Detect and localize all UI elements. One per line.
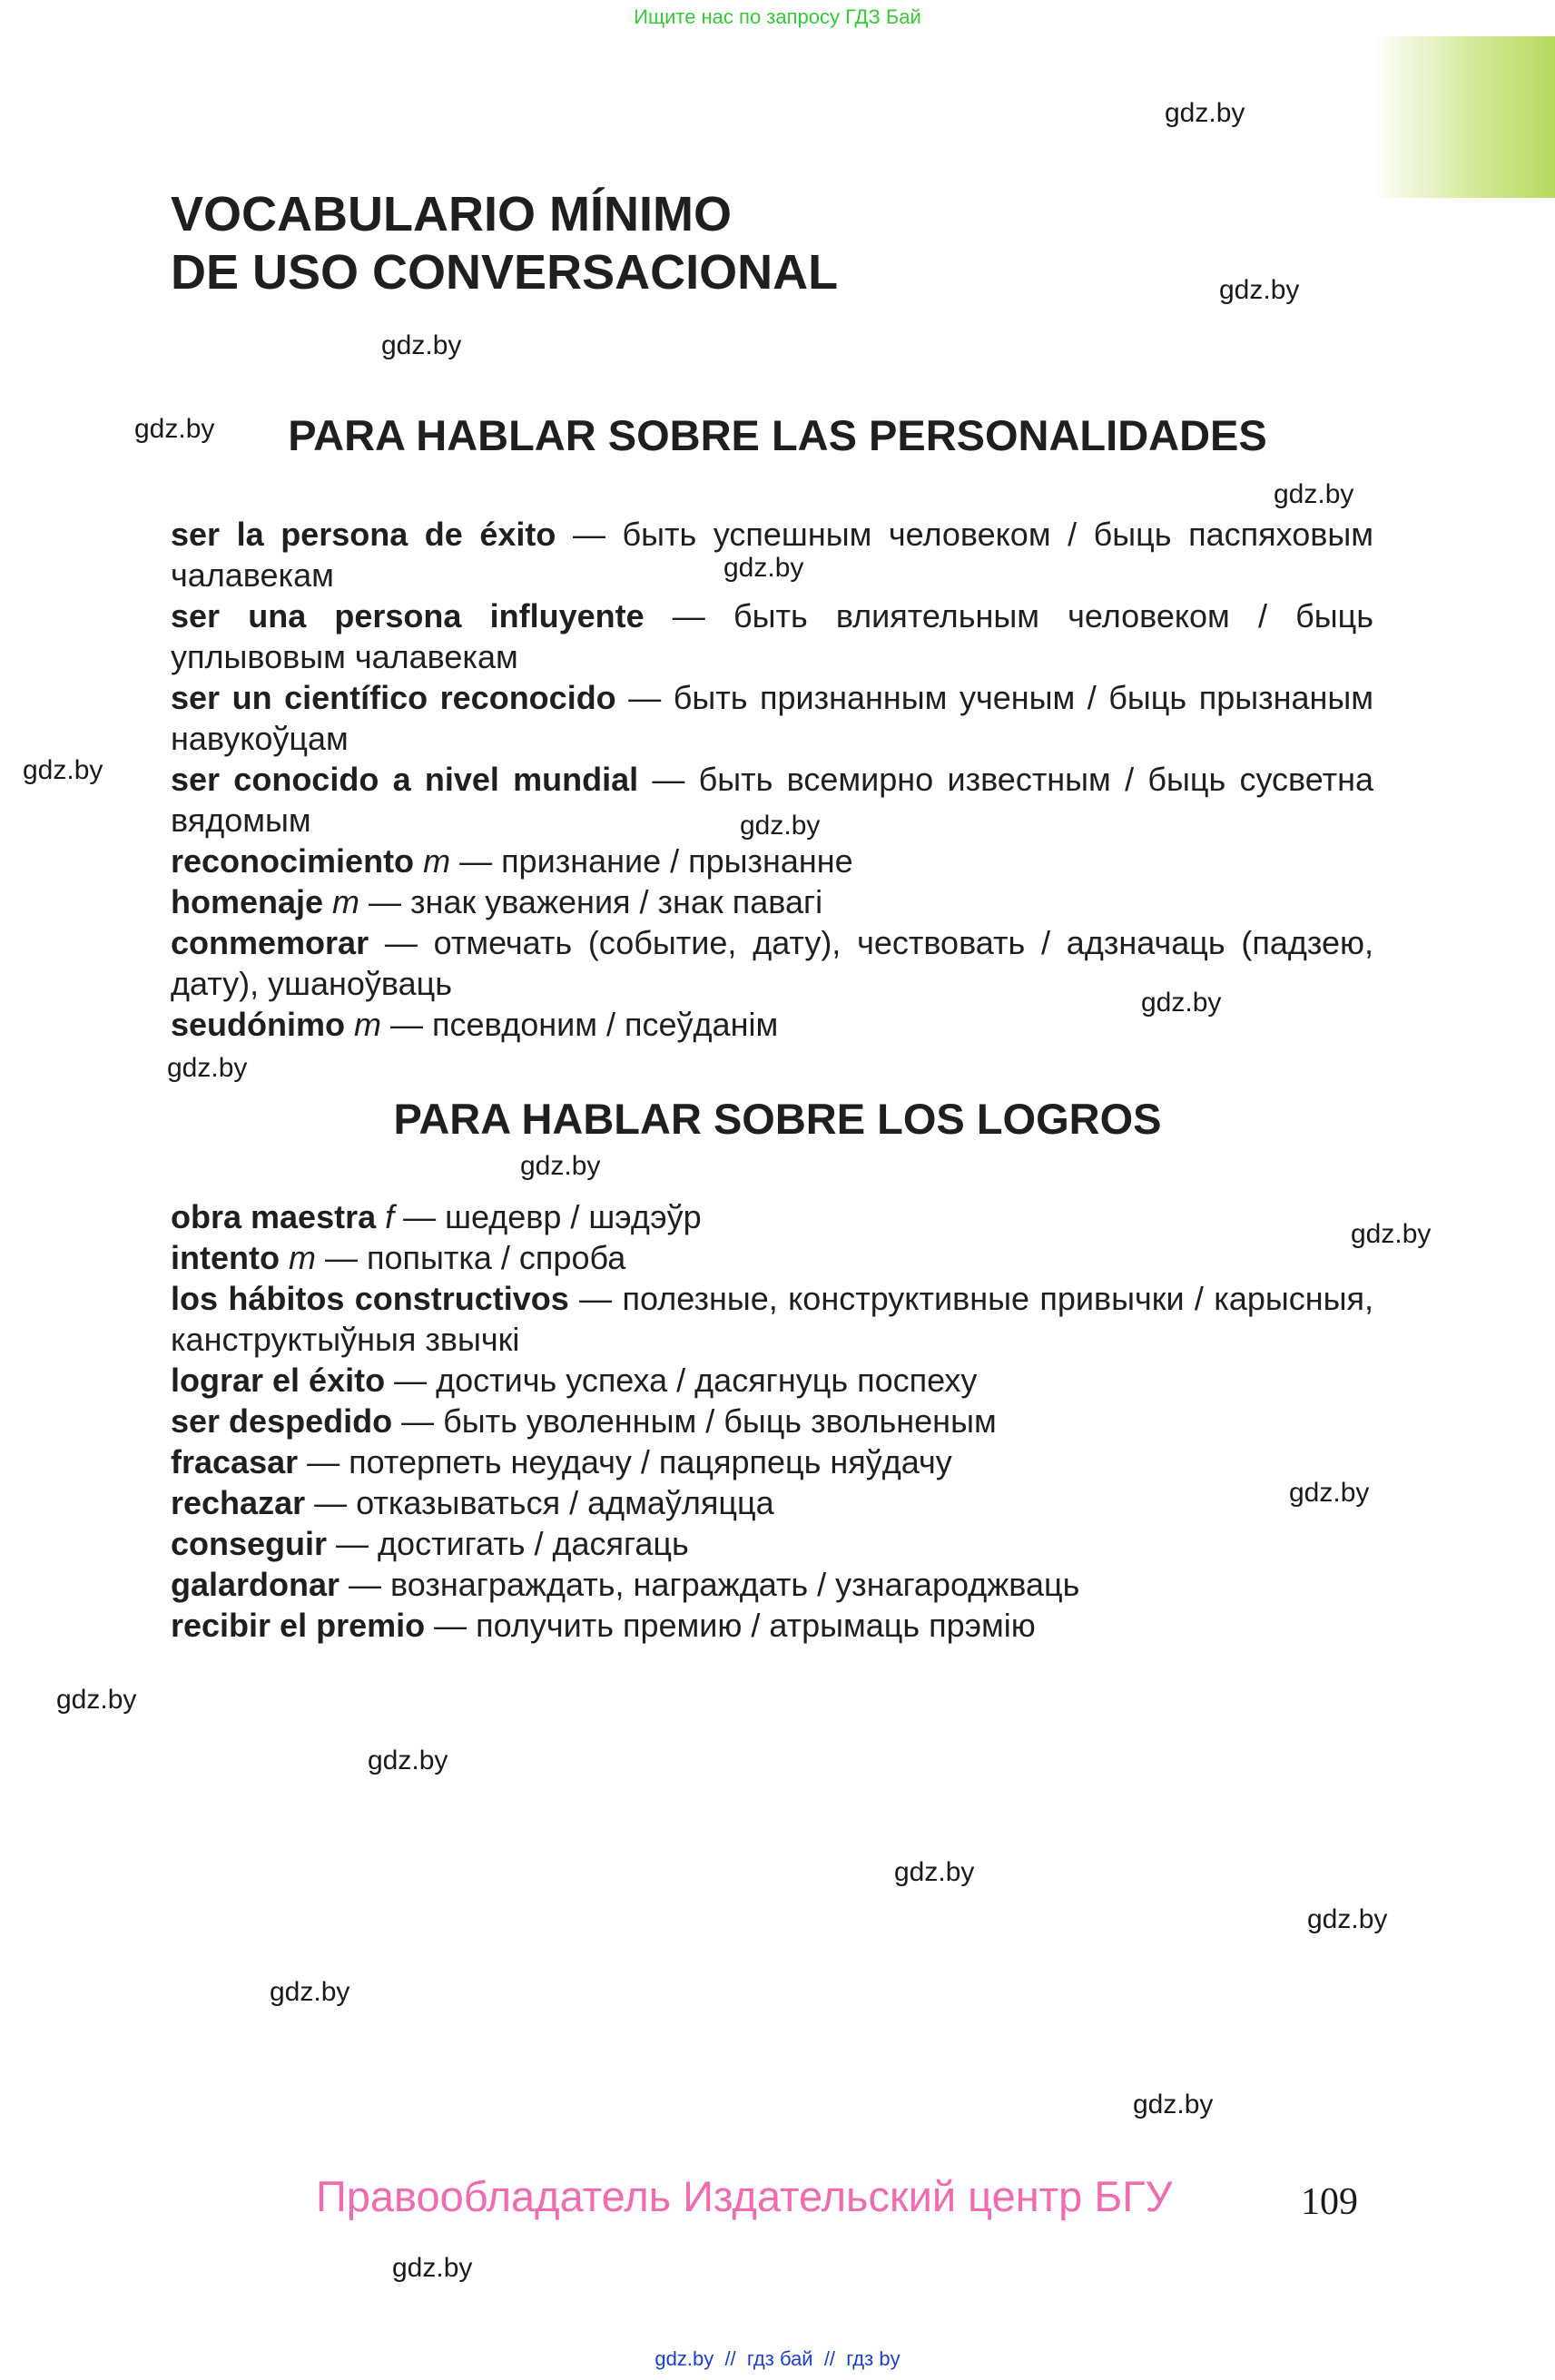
vocab-entry xyxy=(171,1360,1373,1401)
top-banner: Ищите нас по запросу ГДЗ Бай xyxy=(634,5,921,28)
vocab-entry xyxy=(171,595,1373,677)
bottom-links[interactable]: gdz.by // гдз бай // гдз by xyxy=(654,2347,901,2370)
vocab-translation: — быть влиятельным человеком / быць уплывовым чалавекам xyxy=(171,597,1374,675)
vocab-gender: m xyxy=(414,842,451,880)
vocab-entry xyxy=(171,841,1373,881)
vocab-term: ser despedido xyxy=(171,1402,393,1440)
watermark: gdz.by xyxy=(134,414,215,444)
watermark: gdz.by xyxy=(1141,988,1222,1018)
vocab-term: reconocimiento xyxy=(171,842,415,880)
watermark: gdz.by xyxy=(1219,275,1300,305)
vocab-term: galardonar xyxy=(171,1566,340,1603)
vocab-translation: — достичь успеха / дасягнуць поспеху xyxy=(385,1362,978,1399)
vocab-gender: m xyxy=(279,1239,316,1276)
vocab-entry xyxy=(171,1196,1373,1237)
vocab-translation: — быть уволенным / быць звольненым xyxy=(392,1402,997,1440)
vocab-term: ser un científico reconocido xyxy=(171,679,616,716)
watermark: gdz.by xyxy=(167,1053,248,1083)
vocab-entry xyxy=(171,1278,1373,1360)
vocab-entry xyxy=(171,1401,1373,1441)
vocab-list-personalidades xyxy=(171,514,1373,1045)
vocab-translation: — быть успешным человеком / быць паспяховым чалавекам xyxy=(171,516,1373,594)
vocab-gender: m xyxy=(345,1006,382,1043)
vocab-translation: — полезные, конструктивные привычки / карысныя, канструктыўныя звычкі xyxy=(171,1280,1374,1358)
vocab-entry xyxy=(171,1482,1373,1523)
watermark: gdz.by xyxy=(368,1746,448,1775)
vocab-gender: f xyxy=(376,1198,395,1235)
vocab-entry xyxy=(171,1004,1373,1045)
vocab-translation: — признание / прызнанне xyxy=(450,842,853,880)
vocab-term: lograr el éxito xyxy=(171,1362,386,1399)
vocab-translation: — вознаграждать, награждать / узнагароджваць xyxy=(340,1566,1080,1603)
vocab-term: recibir el premio xyxy=(171,1607,426,1644)
watermark: gdz.by xyxy=(23,755,103,785)
vocab-term: intento xyxy=(171,1239,280,1276)
vocab-entry xyxy=(171,677,1373,759)
vocab-translation: — отказываться / адмаўляцца xyxy=(305,1484,774,1521)
vocab-term: conmemorar xyxy=(171,924,369,961)
vocab-term: ser conocido a nivel mundial xyxy=(171,761,639,798)
vocab-term: ser la persona de éxito xyxy=(171,516,556,553)
section-title-logros: PARA HABLAR SOBRE LOS LOGROS xyxy=(393,1095,1162,1143)
watermark: gdz.by xyxy=(56,1685,137,1715)
vocab-translation: — шедевр / шэдэўр xyxy=(394,1198,702,1235)
watermark: gdz.by xyxy=(392,2253,473,2283)
watermark: gdz.by xyxy=(894,1857,975,1887)
vocab-entry xyxy=(171,922,1373,1004)
vocab-list-logros xyxy=(171,1196,1373,1646)
vocab-translation: — попытка / спроба xyxy=(315,1239,626,1276)
section-title-personalidades: PARA HABLAR SOBRE LAS PERSONALIDADES xyxy=(288,411,1267,459)
page-title-line-1: VOCABULARIO MÍNIMO xyxy=(171,187,732,241)
watermark: gdz.by xyxy=(381,330,462,360)
watermark: gdz.by xyxy=(723,553,804,583)
page-title-line-2: DE USO CONVERSACIONAL xyxy=(171,245,839,300)
vocab-entry xyxy=(171,1441,1373,1482)
watermark: gdz.by xyxy=(740,811,821,841)
watermark: gdz.by xyxy=(1307,1904,1388,1934)
vocab-translation: — псевдоним / псеўданім xyxy=(381,1006,779,1043)
watermark: gdz.by xyxy=(270,1977,350,2007)
vocab-term: homenaje xyxy=(171,883,324,920)
watermark: gdz.by xyxy=(1274,479,1354,509)
vocab-term: rechazar xyxy=(171,1484,306,1521)
vocab-entry xyxy=(171,759,1373,841)
vocab-gender: m xyxy=(323,883,360,920)
vocab-translation: — быть признанным ученым / быць прызнаным навукоўцам xyxy=(171,679,1374,757)
vocab-entry xyxy=(171,881,1373,922)
vocab-translation: — потерпеть неудачу / пацярпець няўдачу xyxy=(298,1443,952,1480)
vocab-term: seudónimo xyxy=(171,1006,346,1043)
copyright-notice: Правообладатель Издательский центр БГУ xyxy=(316,2172,1173,2220)
vocab-entry xyxy=(171,1523,1373,1564)
vocab-term: fracasar xyxy=(171,1443,299,1480)
vocab-term: conseguir xyxy=(171,1525,328,1562)
watermark: gdz.by xyxy=(1133,2090,1214,2119)
vocab-term: ser una persona influyente xyxy=(171,597,645,634)
watermark: gdz.by xyxy=(1351,1219,1432,1249)
watermark: gdz.by xyxy=(520,1151,601,1181)
vocab-entry xyxy=(171,514,1373,595)
vocab-entry xyxy=(171,1564,1373,1605)
vocab-translation: — получить премию / атрымаць прэмію xyxy=(425,1607,1036,1644)
page-number: 109 xyxy=(1301,2181,1358,2223)
vocab-entry xyxy=(171,1237,1373,1278)
vocab-term: los hábitos constructivos xyxy=(171,1280,569,1317)
watermark: gdz.by xyxy=(1289,1478,1370,1508)
vocab-translation: — знак уважения / знак павагі xyxy=(359,883,823,920)
vocab-translation: — быть всемирно известным / быць сусветна вядомым xyxy=(171,761,1373,839)
vocab-entry xyxy=(171,1605,1373,1646)
vocab-translation: — достигать / дасягаць xyxy=(327,1525,689,1562)
vocab-translation: — отмечать (событие, дату), чествовать / адзначаць (падзею, дату), ушаноўваць xyxy=(171,924,1373,1002)
corner-decoration xyxy=(1373,36,1555,198)
vocab-term: obra maestra xyxy=(171,1198,377,1235)
watermark: gdz.by xyxy=(1165,98,1245,128)
page-title xyxy=(171,185,838,301)
